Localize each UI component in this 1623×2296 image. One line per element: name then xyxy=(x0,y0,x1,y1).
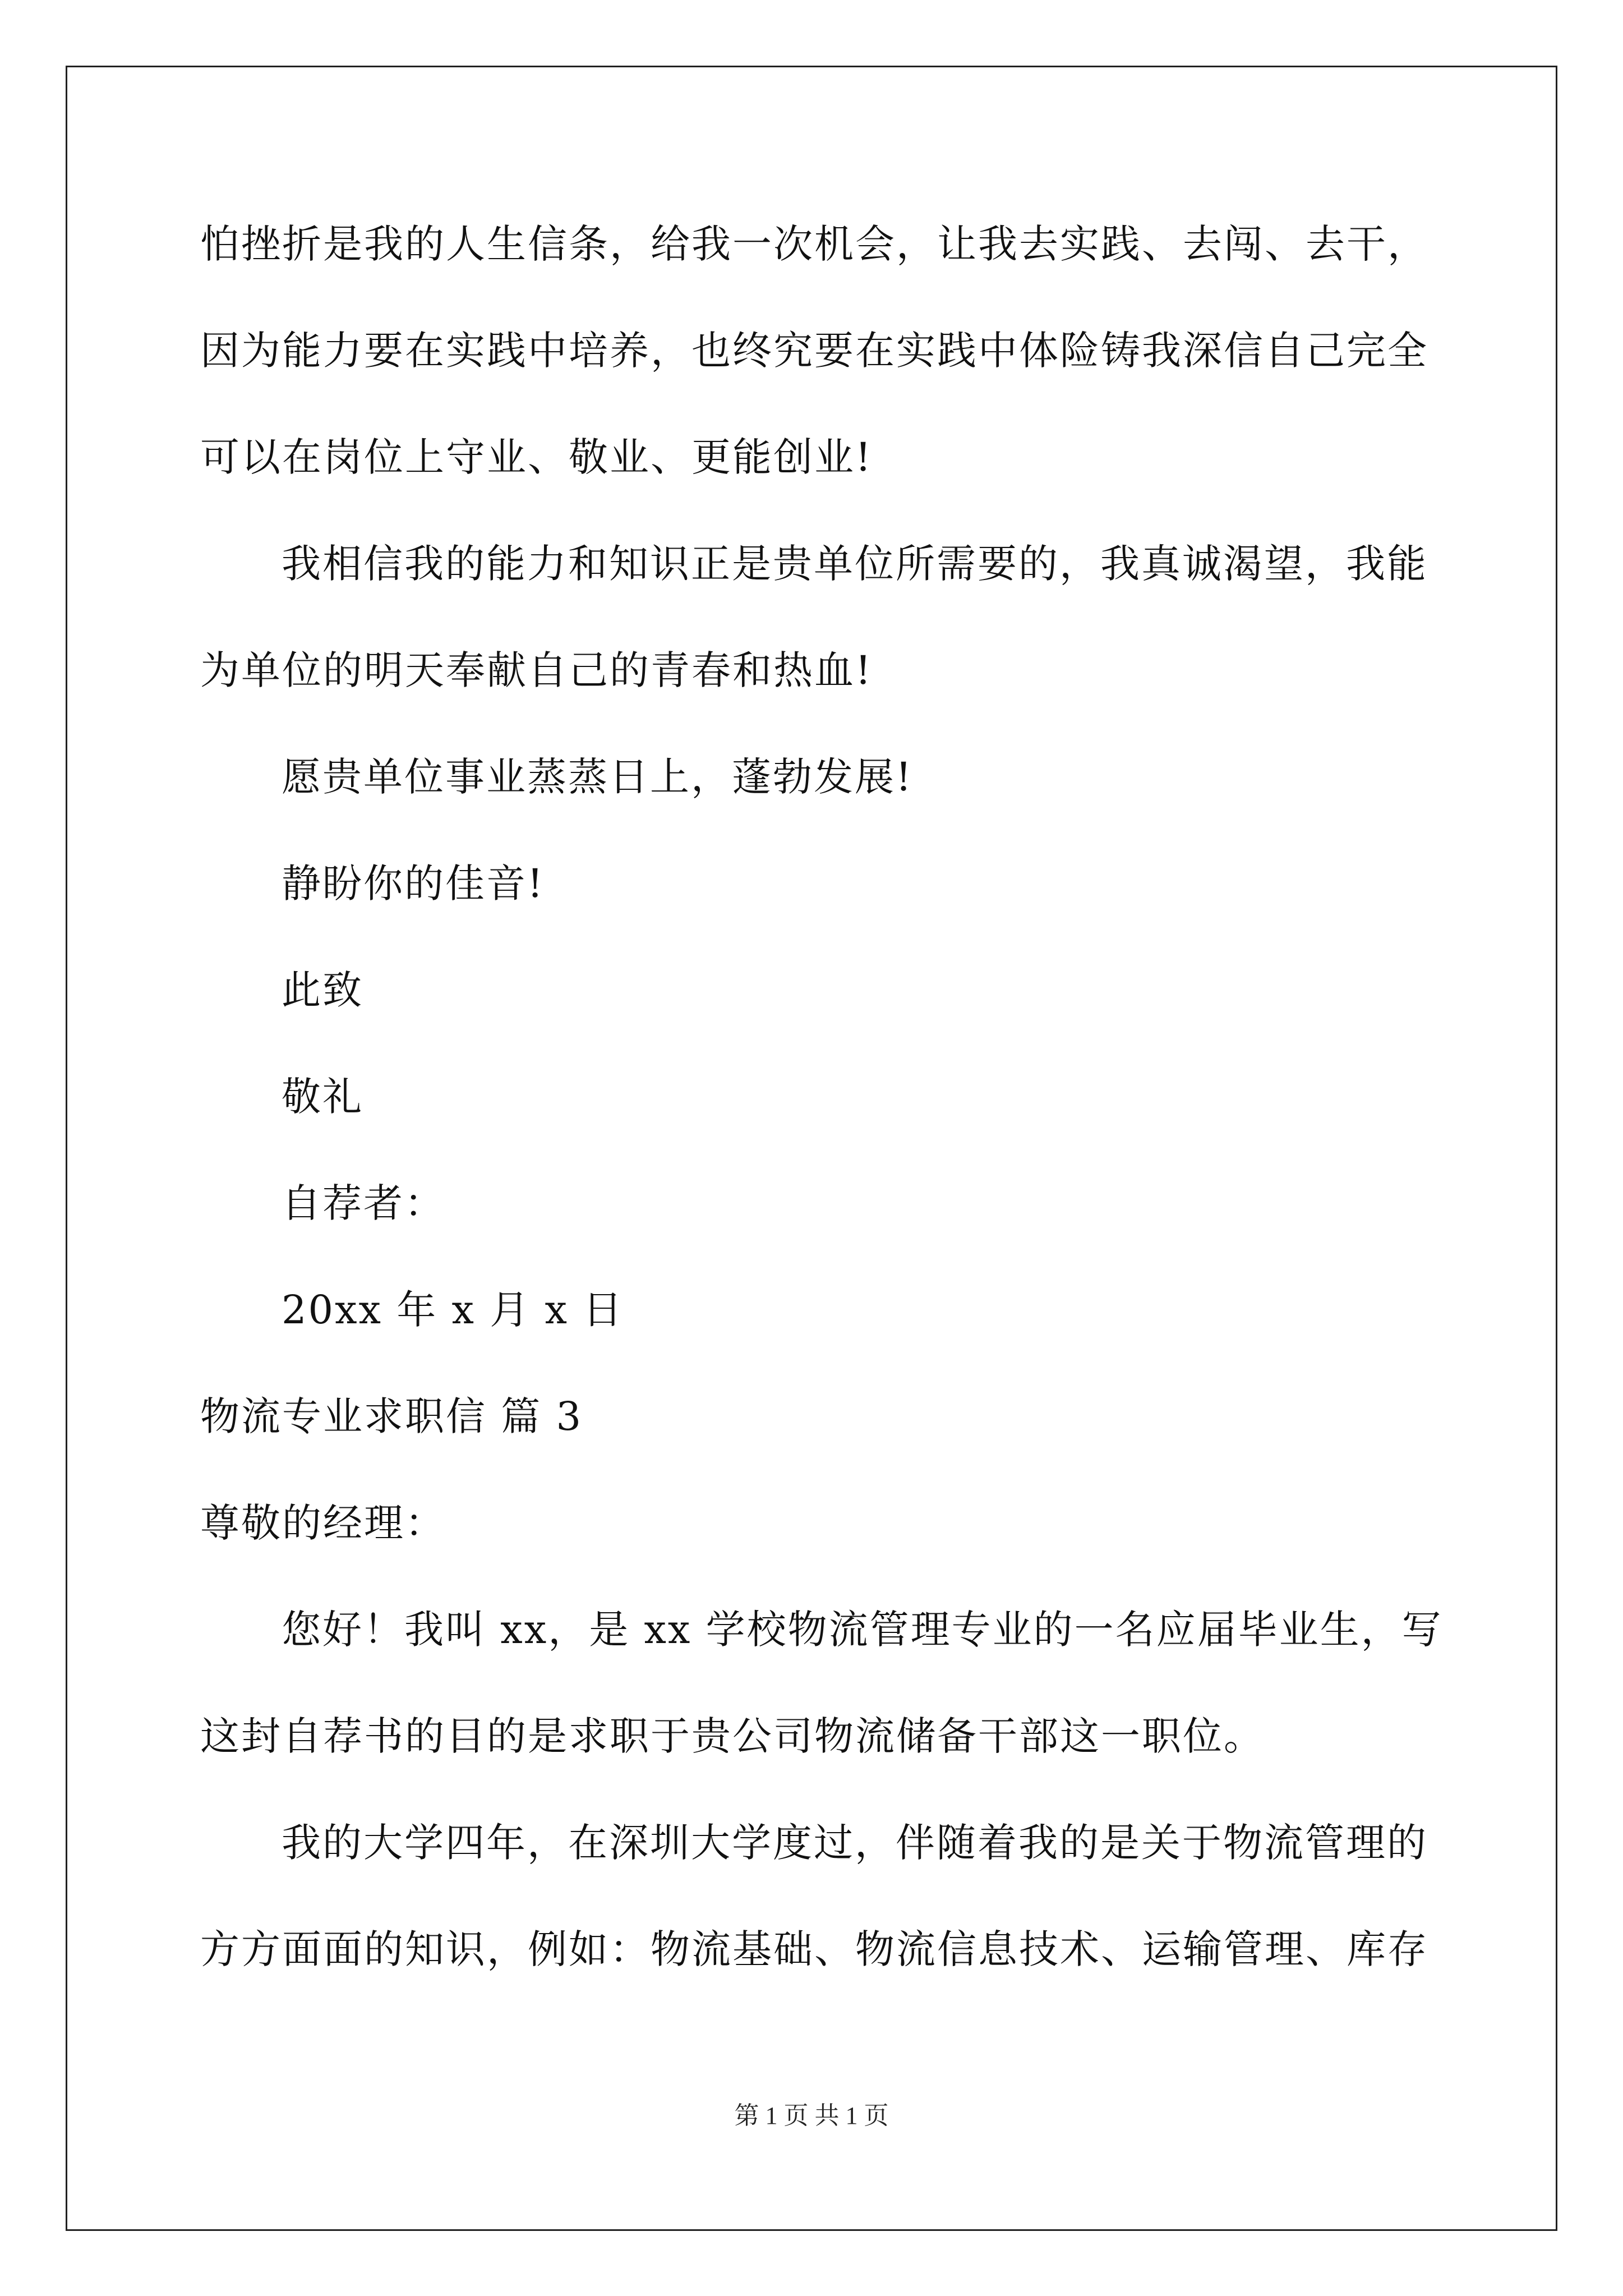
section-heading: 物流专业求职信 篇 3 xyxy=(200,1393,583,1439)
text-line: 方方面面的知识，例如：物流基础、物流信息技术、运输管理、库存 xyxy=(200,1926,1428,1972)
paragraph-start: 静盼你的佳音! xyxy=(282,861,545,907)
date-line: 20xx 年 x 月 x 日 xyxy=(282,1287,624,1333)
text-line: 可以在岗位上守业、敬业、更能创业! xyxy=(200,434,873,480)
page-number-footer: 第 1 页 共 1 页 xyxy=(734,2102,889,2129)
paragraph-start: 我相信我的能力和知识正是贵单位所需要的，我真诚渴望，我能 xyxy=(282,541,1428,587)
text-line: 怕挫折是我的人生信条，给我一次机会，让我去实践、去闯、去干， xyxy=(200,221,1428,267)
paragraph-start: 愿贵单位事业蒸蒸日上，蓬勃发展! xyxy=(282,754,914,800)
signature-label: 自荐者： xyxy=(282,1180,445,1226)
greeting: 尊敬的经理： xyxy=(200,1500,446,1546)
text-line: 因为能力要在实践中培养，也终究要在实践中体险铸我深信自己完全 xyxy=(200,328,1428,374)
paragraph-start: 您好！我叫 xx，是 xx 学校物流管理专业的一名应届毕业生，写 xyxy=(282,1607,1443,1653)
document-body xyxy=(200,213,1443,2025)
text-line: 为单位的明天奉献自己的青春和热血! xyxy=(200,647,873,693)
paragraph-start: 我的大学四年，在深圳大学度过，伴随着我的是关于物流管理的 xyxy=(282,1820,1428,1866)
closing-salutation: 敬礼 xyxy=(282,1074,363,1120)
closing-salutation: 此致 xyxy=(282,967,363,1013)
text-line: 这封自荐书的目的是求职于贵公司物流储备干部这一职位。 xyxy=(200,1713,1265,1759)
